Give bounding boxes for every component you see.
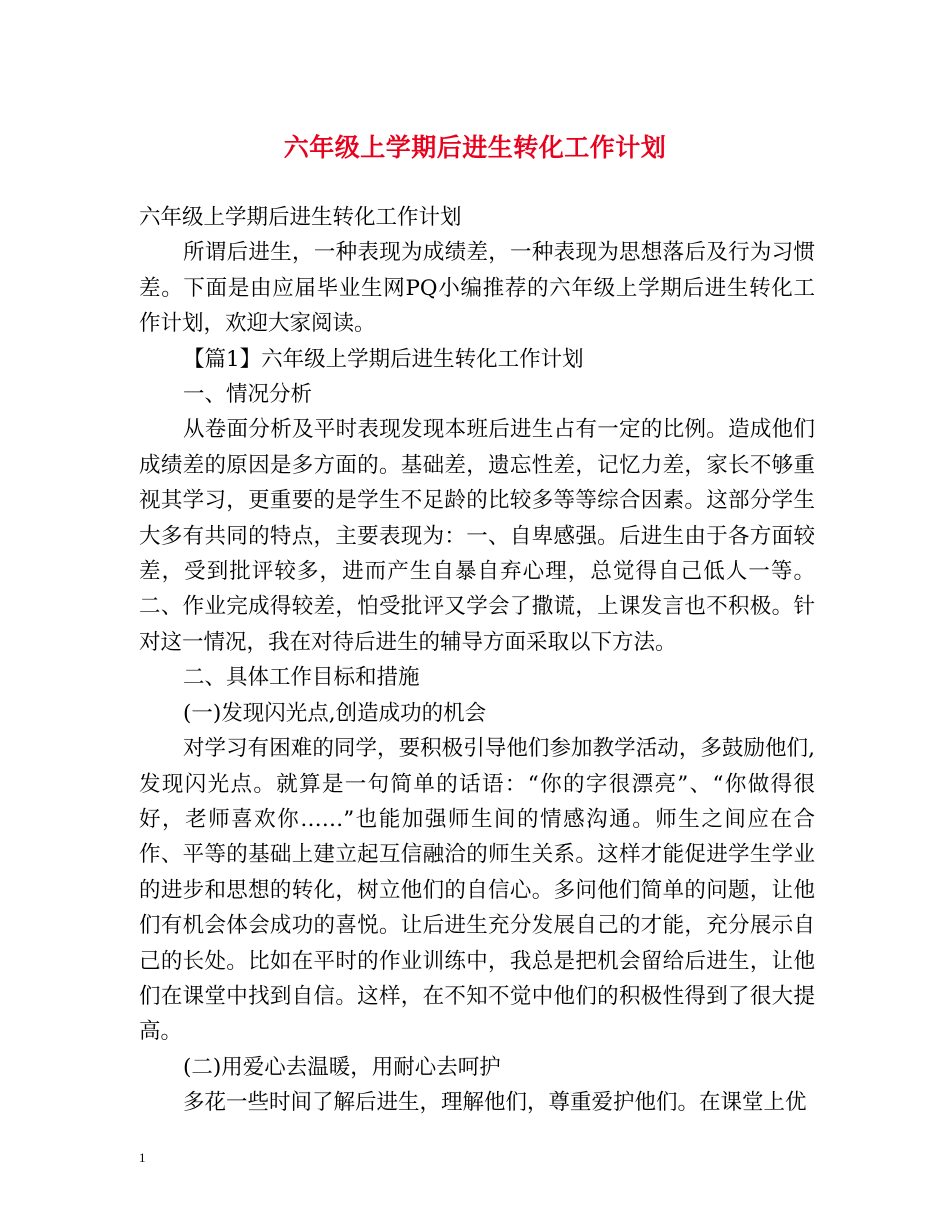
subsection-heading: (二)用爱心去温暖，用耐心去呵护 bbox=[183, 1054, 501, 1080]
subsection-heading: (一)发现闪光点,创造成功的机会 bbox=[183, 700, 487, 726]
section-heading: 一、情况分析 bbox=[183, 382, 313, 408]
body-paragraph: 从卷面分析及平时表现发现本班后进生占有一定的比例。造成他们成绩差的原因是多方面的。基础差，遗忘性差，记忆力差，家长不够重视其学习，更重要的是学生不足龄的比较多等等综合因素。这部分学生大多有共同的特点，主要表现为：一、自卑感强。后进生由于各方面较差，受到批评较多，进而产生自暴自弃心理，总觉得自己低人一等。二、作业完成得较差，怕受批评又学会了撒谎，上课发言也不积极。针对这一情况，我在对待后进生的辅导方面采取以下方法。 bbox=[139, 417, 815, 655]
body-heading: 六年级上学期后进生转化工作计划 bbox=[139, 205, 462, 230]
intro-paragraph: 所谓后进生，一种表现为成绩差，一种表现为思想落后及行为习惯差。下面是由应届毕业生网PQ小编推荐的六年级上学期后进生转化工作计划，欢迎大家阅读。 bbox=[139, 240, 815, 337]
section-heading: 二、具体工作目标和措施 bbox=[183, 665, 420, 691]
part-title: 【篇1】六年级上学期后进生转化工作计划 bbox=[183, 346, 584, 372]
page-number: 1 bbox=[139, 1150, 146, 1165]
body-paragraph: 多花一些时间了解后进生，理解他们，尊重爱护他们。在课堂上优 bbox=[183, 1090, 807, 1116]
document-title: 六年级上学期后进生转化工作计划 bbox=[283, 133, 667, 162]
document-body bbox=[139, 200, 815, 1121]
body-paragraph: 对学习有困难的同学，要积极引导他们参加教学活动，多鼓励他们,发现闪光点。就算是一句简单的话语：“你的字很漂亮”、“你做得很好，老师喜欢你……”也能加强师生间的情感沟通。师生之间应在合作、平等的基础上建立起互信融洽的师生关系。这样才能促进学生学业的进步和思想的转化，树立他们的自信心。多问他们简单的问题，让他们有机会体会成功的喜悦。让后进生充分发展自己的才能，充分展示自己的长处。比如在平时的作业训练中，我总是把机会留给后进生，让他们在课堂中找到自信。这样，在不知不觉中他们的积极性得到了很大提高。 bbox=[139, 736, 815, 1045]
